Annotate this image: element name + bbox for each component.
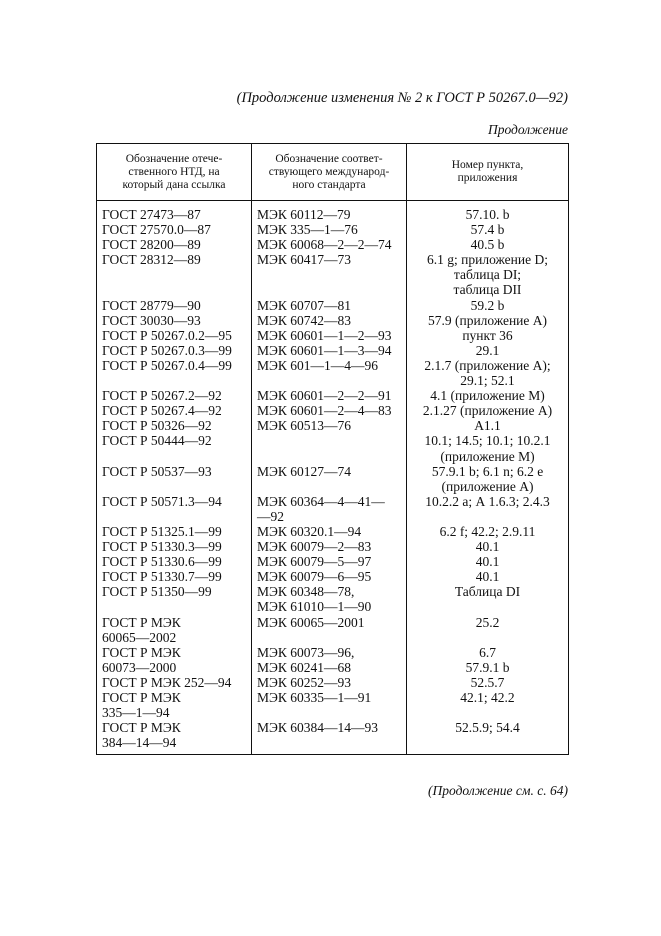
table-row [97,645,569,675]
table-row [97,403,569,418]
clause-number-cell: 40.1 [407,554,569,569]
clause-number-cell: Таблица DI [407,584,569,614]
national-standard-cell: ГОСТ Р МЭК 335—1—94 [97,690,252,720]
table-row [97,313,569,328]
table-row [97,201,569,223]
international-standard-cell: МЭК 60068—2—2—74 [252,237,407,252]
international-standard-cell: МЭК 60348—78, МЭК 61010—1—90 [252,584,407,614]
national-standard-cell: ГОСТ Р 50444—92 [97,433,252,463]
table-row [97,388,569,403]
table-header [97,144,569,201]
clause-number-cell: 10.1; 14.5; 10.1; 10.2.1 (приложение М) [407,433,569,463]
national-standard-cell: ГОСТ Р 51350—99 [97,584,252,614]
clause-number-cell: 57.9.1 b; 6.1 n; 6.2 e (приложение А) [407,464,569,494]
clause-number-cell: 2.1.7 (приложение А); 29.1; 52.1 [407,358,569,388]
international-standard-cell: МЭК 60601—2—4—83 [252,403,407,418]
international-standard-cell: МЭК 60335—1—91 [252,690,407,720]
table-row [97,343,569,358]
international-standard-cell: МЭК 60384—14—93 [252,720,407,755]
national-standard-cell: ГОСТ Р 51330.3—99 [97,539,252,554]
table-row [97,464,569,494]
table-row [97,237,569,252]
table-row [97,539,569,554]
national-standard-cell: ГОСТ 28779—90 [97,298,252,313]
clause-number-cell: 57.9 (приложение А) [407,313,569,328]
international-standard-cell [252,433,407,463]
international-standard-cell: МЭК 60513—76 [252,418,407,433]
table-row [97,720,569,755]
column-header-national-standard: Обозначение отече- ственного НТД, на который дана ссылка [97,144,252,201]
continued-label: Продолжение [487,122,568,137]
clause-number-cell: 52.5.9; 54.4 [407,720,569,755]
international-standard-cell: МЭК 60065—2001 [252,615,407,645]
national-standard-cell: ГОСТ Р 51325.1—99 [97,524,252,539]
clause-number-cell: пункт 36 [407,328,569,343]
table-row [97,675,569,690]
clause-number-cell: 6.7 57.9.1 b [407,645,569,675]
table-row [97,690,569,720]
clause-number-cell: 40.5 b [407,237,569,252]
international-standard-cell: МЭК 60742—83 [252,313,407,328]
table-row [97,252,569,297]
national-standard-cell: ГОСТ Р 51330.7—99 [97,569,252,584]
national-standard-cell: ГОСТ Р 50571.3—94 [97,494,252,524]
national-standard-cell: ГОСТ 27570.0—87 [97,222,252,237]
national-standard-cell: ГОСТ Р 50326—92 [97,418,252,433]
national-standard-cell: ГОСТ Р МЭК 384—14—94 [97,720,252,755]
clause-number-cell: 42.1; 42.2 [407,690,569,720]
table-row [97,615,569,645]
table-row [97,222,569,237]
continuation-header: (Продолжение изменения № 2 к ГОСТ Р 50267.0—92) [236,90,568,106]
international-standard-cell: МЭК 60127—74 [252,464,407,494]
table-row [97,328,569,343]
clause-number-cell: 25.2 [407,615,569,645]
international-standard-cell: МЭК 60364—4—41— —92 [252,494,407,524]
clause-number-cell: 6.2 f; 42.2; 2.9.11 [407,524,569,539]
international-standard-cell: МЭК 60417—73 [252,252,407,297]
table-row [97,418,569,433]
international-standard-cell: МЭК 60601—1—3—94 [252,343,407,358]
national-standard-cell: ГОСТ Р МЭК 252—94 [97,675,252,690]
clause-number-cell: 6.1 g; приложение D; таблица DI; таблица DII [407,252,569,297]
column-header-clause-number: Номер пункта, приложения [407,144,569,201]
national-standard-cell: ГОСТ Р 50537—93 [97,464,252,494]
international-standard-cell: МЭК 60079—5—97 [252,554,407,569]
clause-number-cell: 59.2 b [407,298,569,313]
international-standard-cell: МЭК 60707—81 [252,298,407,313]
national-standard-cell: ГОСТ Р 51330.6—99 [97,554,252,569]
table-row [97,358,569,388]
international-standard-cell: МЭК 60601—1—2—93 [252,328,407,343]
clause-number-cell: 10.2.2 а; А 1.6.3; 2.4.3 [407,494,569,524]
table-row [97,584,569,614]
international-standard-cell: МЭК 60252—93 [252,675,407,690]
international-standard-cell: МЭК 60112—79 [252,201,407,223]
table-row [97,524,569,539]
table-row [97,494,569,524]
reference-standards-table [96,143,569,755]
national-standard-cell: ГОСТ Р МЭК 60073—2000 [97,645,252,675]
international-standard-cell: МЭК 601—1—4—96 [252,358,407,388]
national-standard-cell: ГОСТ Р 50267.0.2—95 [97,328,252,343]
clause-number-cell: 52.5.7 [407,675,569,690]
international-standard-cell: МЭК 60601—2—2—91 [252,388,407,403]
table-body [97,201,569,755]
clause-number-cell: 57.10. b [407,201,569,223]
column-header-international-standard: Обозначение соответ- ствующего международ- ного стандарта [252,144,407,201]
clause-number-cell: 40.1 [407,569,569,584]
table-row [97,569,569,584]
international-standard-cell: МЭК 60079—6—95 [252,569,407,584]
table-row [97,298,569,313]
clause-number-cell: A1.1 [407,418,569,433]
table-row [97,554,569,569]
national-standard-cell: ГОСТ Р 50267.0.4—99 [97,358,252,388]
national-standard-cell: ГОСТ Р МЭК 60065—2002 [97,615,252,645]
national-standard-cell: ГОСТ Р 50267.2—92 [97,388,252,403]
clause-number-cell: 4.1 (приложение М) [407,388,569,403]
international-standard-cell: МЭК 335—1—76 [252,222,407,237]
international-standard-cell: МЭК 60320.1—94 [252,524,407,539]
clause-number-cell: 40.1 [407,539,569,554]
national-standard-cell: ГОСТ 28312—89 [97,252,252,297]
national-standard-cell: ГОСТ 28200—89 [97,237,252,252]
continuation-footer: (Продолжение см. с. 64) [428,783,568,798]
national-standard-cell: ГОСТ 27473—87 [97,201,252,223]
international-standard-cell: МЭК 60073—96, МЭК 60241—68 [252,645,407,675]
table-row [97,433,569,463]
national-standard-cell: ГОСТ 30030—93 [97,313,252,328]
international-standard-cell: МЭК 60079—2—83 [252,539,407,554]
national-standard-cell: ГОСТ Р 50267.0.3—99 [97,343,252,358]
national-standard-cell: ГОСТ Р 50267.4—92 [97,403,252,418]
table-header-row [97,144,569,201]
clause-number-cell: 2.1.27 (приложение А) [407,403,569,418]
clause-number-cell: 57.4 b [407,222,569,237]
clause-number-cell: 29.1 [407,343,569,358]
